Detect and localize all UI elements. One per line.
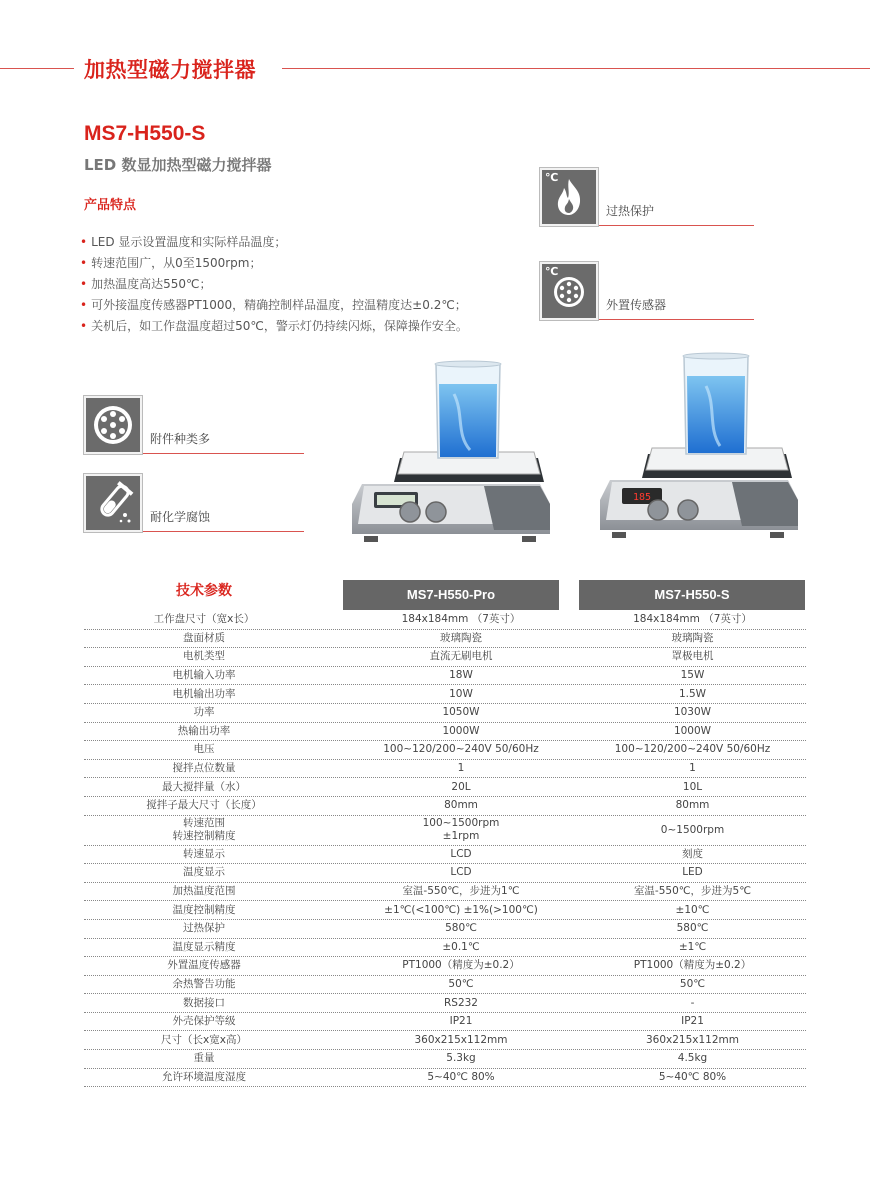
spec-title: 技术参数 xyxy=(176,583,232,599)
sensor-connector-icon: ℃ xyxy=(540,262,598,320)
column-header-pro: MS7-H550-Pro xyxy=(343,580,559,610)
spec-value-s: 15W xyxy=(680,669,705,682)
spec-label: 工作盘尺寸（宽x长） xyxy=(153,613,255,626)
spec-label: 温度控制精度 xyxy=(172,903,236,916)
spec-value-pro: 580℃ xyxy=(445,922,477,935)
spec-value-pro: 18W xyxy=(449,669,473,682)
spec-value-pro: 室温-550℃，步进为1℃ xyxy=(402,885,520,898)
spec-label: 转速显示 xyxy=(183,847,225,860)
feature-list xyxy=(80,232,468,337)
spec-value-s: 1030W xyxy=(673,706,712,719)
accessory-disc-icon xyxy=(84,396,142,454)
spec-value-pro: IP21 xyxy=(449,1015,473,1028)
spec-row xyxy=(84,816,806,846)
spec-value-pro: 5~40℃ 80% xyxy=(427,1070,495,1083)
spec-value-s: 室温-550℃，步进为5℃ xyxy=(633,885,752,898)
badge-accessories xyxy=(84,396,304,454)
spec-value-pro: LCD xyxy=(450,847,472,860)
spec-label: 转速范围 转速控制精度 xyxy=(172,817,236,843)
spec-label: 重量 xyxy=(193,1052,215,1065)
spec-row xyxy=(84,1031,806,1050)
spec-label: 最大搅拌量（水） xyxy=(162,780,246,793)
spec-row xyxy=(84,611,806,630)
spec-value-s: IP21 xyxy=(681,1015,704,1028)
spec-value-s: 580℃ xyxy=(676,922,709,935)
spec-value-pro: RS232 xyxy=(443,996,478,1009)
feature-item: • 关机后，如工作盘温度超过50℃，警示灯仍持续闪烁，保障操作安全。 xyxy=(80,319,468,333)
column-header-s: MS7-H550-S xyxy=(579,580,805,610)
spec-table xyxy=(84,611,806,1087)
spec-row xyxy=(84,976,806,995)
badge-label: 耐化学腐蚀 xyxy=(142,506,304,532)
spec-label: 盘面材质 xyxy=(183,631,225,644)
feature-item: • 转速范围广，从0至1500rpm； xyxy=(80,256,262,270)
spec-label: 外壳保护等级 xyxy=(172,1015,236,1028)
spec-value-pro: 360x215x112mm xyxy=(414,1033,508,1046)
spec-row xyxy=(84,685,806,704)
led-display-readout: 185 xyxy=(632,492,652,503)
spec-row xyxy=(84,704,806,723)
header-rule-left xyxy=(0,68,74,69)
badge-sensor xyxy=(540,262,754,320)
spec-row xyxy=(84,667,806,686)
page-title: 加热型磁力搅拌器 xyxy=(84,58,256,82)
spec-row xyxy=(84,957,806,976)
spec-value-s: ±1℃ xyxy=(678,940,707,953)
spec-value-s: 刻度 xyxy=(682,847,703,860)
spec-row xyxy=(84,630,806,649)
spec-label: 搅拌点位数量 xyxy=(172,762,236,775)
badge-overheat xyxy=(540,168,754,226)
product-subtitle: LED 数显加热型磁力搅拌器 xyxy=(84,156,272,174)
spec-label: 功率 xyxy=(193,706,215,719)
spec-label: 电机类型 xyxy=(183,650,225,663)
badge-chemical xyxy=(84,474,304,532)
spec-value-pro: ±1℃(<100℃) ±1%(>100℃) xyxy=(384,903,538,916)
product-image-pro xyxy=(344,354,556,554)
spec-label: 电机输出功率 xyxy=(172,687,236,700)
feature-item: • 加热温度高达550℃； xyxy=(80,277,212,291)
spec-value-pro: 1050W xyxy=(442,706,480,719)
spec-row xyxy=(84,939,806,958)
spec-row xyxy=(84,778,806,797)
spec-value-pro: 20L xyxy=(451,780,471,793)
spec-row xyxy=(84,901,806,920)
spec-label: 电机输入功率 xyxy=(172,669,236,682)
spec-row xyxy=(84,741,806,760)
spec-value-s: LED xyxy=(682,866,703,879)
badge-label: 附件种类多 xyxy=(142,428,304,454)
spec-value-pro: 100~120/200~240V 50/60Hz xyxy=(383,743,539,756)
spec-value-s: 5~40℃ 80% xyxy=(658,1070,727,1083)
test-tube-icon xyxy=(84,474,142,532)
spec-value-pro: PT1000（精度为±0.2） xyxy=(402,959,520,972)
spec-value-s: 360x215x112mm xyxy=(645,1033,739,1046)
spec-value-pro: 1000W xyxy=(442,724,480,737)
spec-value-pro: 1 xyxy=(457,762,465,775)
badge-label: 过热保护 xyxy=(598,200,754,226)
spec-value-pro: 直流无刷电机 xyxy=(429,650,493,663)
spec-row xyxy=(84,648,806,667)
spec-row xyxy=(84,846,806,865)
spec-value-s: 1000W xyxy=(673,724,712,737)
spec-value-s: 80mm xyxy=(675,799,710,812)
spec-value-s: 4.5kg xyxy=(677,1052,708,1065)
spec-value-s: - xyxy=(690,996,695,1009)
product-image-s xyxy=(592,350,804,550)
spec-value-pro: 184x184mm （7英寸） xyxy=(401,613,521,626)
spec-label: 数据接口 xyxy=(183,996,225,1009)
spec-row xyxy=(84,1013,806,1032)
spec-value-s: ±10℃ xyxy=(675,903,710,916)
spec-value-pro: 5.3kg xyxy=(446,1052,476,1065)
spec-value-pro: 10W xyxy=(449,687,473,700)
spec-label: 允许环境温度湿度 xyxy=(162,1070,246,1083)
spec-row xyxy=(84,797,806,816)
spec-row xyxy=(84,920,806,939)
spec-value-pro: 玻璃陶瓷 xyxy=(440,631,482,644)
spec-value-s: 玻璃陶瓷 xyxy=(671,631,714,644)
spec-label: 温度显示精度 xyxy=(172,940,236,953)
spec-value-s: 10L xyxy=(682,780,703,793)
spec-label: 热输出功率 xyxy=(177,724,231,737)
header-rule-right xyxy=(282,68,870,69)
spec-row xyxy=(84,723,806,742)
spec-row xyxy=(84,864,806,883)
spec-value-s: 184x184mm （7英寸） xyxy=(633,613,752,626)
spec-value-s: 罩极电机 xyxy=(671,650,714,663)
spec-value-s: PT1000（精度为±0.2） xyxy=(633,959,752,972)
spec-value-s: 1.5W xyxy=(678,687,707,700)
spec-label: 电压 xyxy=(193,743,215,756)
spec-value-pro: ±0.1℃ xyxy=(442,940,480,953)
flame-icon: ℃ xyxy=(540,168,598,226)
spec-value-s: 0~1500rpm xyxy=(660,823,725,836)
model-name: MS7-H550-S xyxy=(84,122,206,145)
spec-label: 加热温度范围 xyxy=(172,885,236,898)
feature-item: • 可外接温度传感器PT1000，精确控制样品温度，控温精度达±0.2℃； xyxy=(80,298,467,312)
spec-value-pro: 50℃ xyxy=(448,977,474,990)
spec-row xyxy=(84,1050,806,1069)
spec-value-pro: 100~1500rpm ±1rpm xyxy=(422,817,500,843)
spec-row xyxy=(84,1069,806,1088)
spec-label: 外置温度传感器 xyxy=(167,959,241,972)
features-title: 产品特点 xyxy=(84,198,137,213)
spec-label: 搅拌子最大尺寸（长度） xyxy=(146,799,262,812)
spec-row xyxy=(84,994,806,1013)
spec-value-pro: LCD xyxy=(450,866,472,879)
badge-label: 外置传感器 xyxy=(598,294,754,320)
spec-value-s: 1 xyxy=(689,762,696,775)
spec-label: 尺寸（长x宽x高） xyxy=(161,1033,247,1046)
spec-row xyxy=(84,883,806,902)
feature-item: • LED 显示设置温度和实际样品温度； xyxy=(80,235,287,249)
spec-label: 余热警告功能 xyxy=(172,977,236,990)
spec-value-s: 100~120/200~240V 50/60Hz xyxy=(614,743,771,756)
spec-row xyxy=(84,760,806,779)
spec-label: 温度显示 xyxy=(183,866,225,879)
spec-value-s: 50℃ xyxy=(679,977,706,990)
spec-label: 过热保护 xyxy=(183,922,225,935)
spec-value-pro: 80mm xyxy=(444,799,478,812)
